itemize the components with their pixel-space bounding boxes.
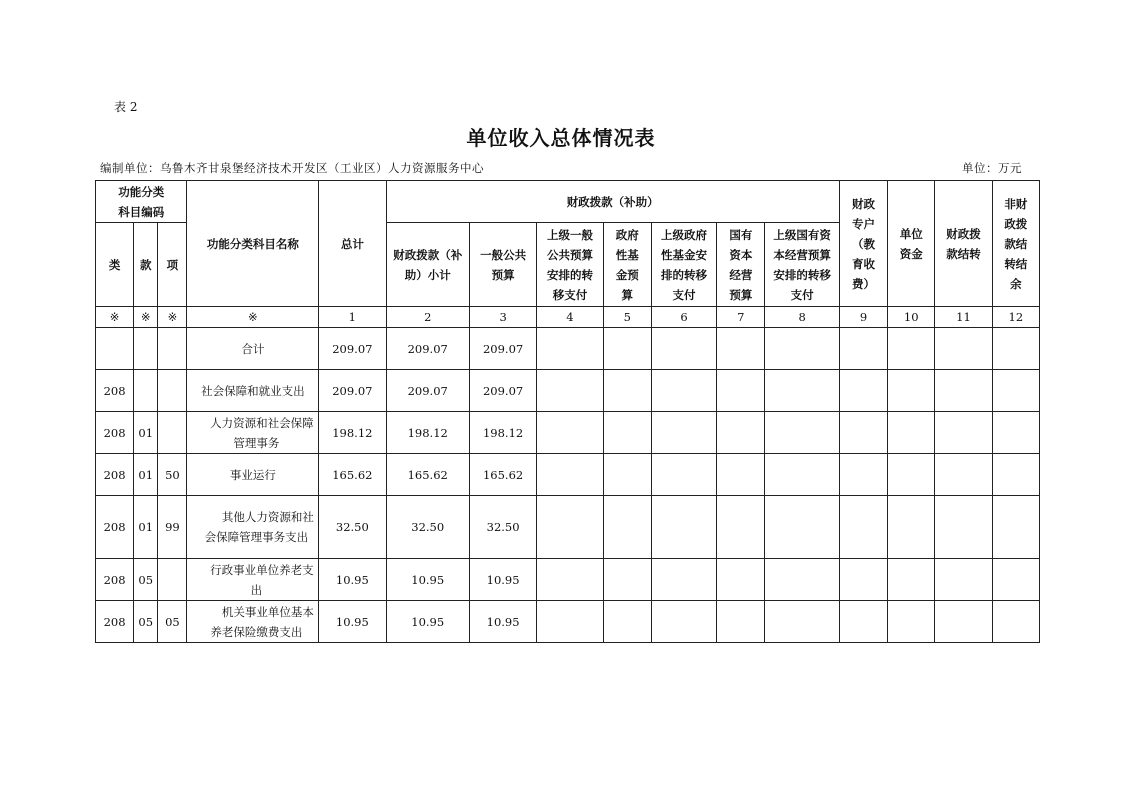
cell-fiscal-subtotal: 198.12 — [386, 412, 469, 454]
header-gov-fund: 政府性基金预算 — [603, 223, 651, 307]
cell-general-budget: 10.95 — [469, 601, 536, 643]
cell-lei: 208 — [96, 412, 134, 454]
index-cell: ※ — [187, 307, 319, 328]
cell-fiscal-subtotal: 165.62 — [386, 454, 469, 496]
cell-xiang — [158, 412, 187, 454]
table-row — [96, 559, 1040, 601]
index-cell: 11 — [935, 307, 992, 328]
cell-lei: 208 — [96, 559, 134, 601]
cell-total: 198.12 — [319, 412, 386, 454]
cell-kuan: 05 — [134, 559, 158, 601]
header-upper-gov-fund-transfer: 上级政府性基金安排的转移支付 — [651, 223, 716, 307]
index-cell: ※ — [134, 307, 158, 328]
cell-lei: 208 — [96, 454, 134, 496]
cell-subject-name: 合计 — [187, 328, 319, 370]
index-cell: 12 — [992, 307, 1039, 328]
cell-fiscal-subtotal: 209.07 — [386, 328, 469, 370]
cell-kuan: 01 — [134, 496, 158, 559]
cell-xiang: 50 — [158, 454, 187, 496]
cell-fiscal-subtotal: 209.07 — [386, 370, 469, 412]
cell-general-budget: 198.12 — [469, 412, 536, 454]
cell-subject-name: 行政事业单位养老支出 — [187, 559, 319, 601]
cell-general-budget: 165.62 — [469, 454, 536, 496]
cell-kuan — [134, 328, 158, 370]
header-general-budget: 一般公共预算 — [469, 223, 536, 307]
header-fiscal-carryover: 财政拨款结转 — [935, 181, 992, 307]
index-cell: 7 — [717, 307, 765, 328]
cell-xiang — [158, 370, 187, 412]
currency-unit: 单位：万元 — [962, 161, 1022, 175]
cell-lei: 208 — [96, 601, 134, 643]
income-summary-table — [95, 180, 1040, 643]
header-fiscal-subtotal: 财政拨款（补助）小计 — [386, 223, 469, 307]
cell-total: 10.95 — [319, 559, 386, 601]
index-cell: 2 — [386, 307, 469, 328]
cell-subject-name: 机关事业单位基本养老保险缴费支出 — [187, 601, 319, 643]
index-cell: 5 — [603, 307, 651, 328]
cell-lei: 208 — [96, 370, 134, 412]
page-title: 单位收入总体情况表 — [466, 126, 656, 150]
index-cell: 6 — [651, 307, 716, 328]
header-nonfiscal-carryover: 非财政拨款结转结余 — [992, 181, 1039, 307]
cell-subject-name: 其他人力资源和社会保障管理事务支出 — [187, 496, 319, 559]
header-unit-funds: 单位资金 — [888, 181, 935, 307]
index-cell: 9 — [839, 307, 887, 328]
cell-fiscal-subtotal: 10.95 — [386, 559, 469, 601]
cell-kuan — [134, 370, 158, 412]
table-row — [96, 454, 1040, 496]
cell-subject-name: 事业运行 — [187, 454, 319, 496]
cell-fiscal-subtotal: 10.95 — [386, 601, 469, 643]
column-index-row — [96, 307, 1040, 328]
compiling-unit: 编制单位：乌鲁木齐甘泉堡经济技术开发区（工业区）人力资源服务中心 — [100, 161, 484, 175]
cell-lei: 208 — [96, 496, 134, 559]
index-cell: ※ — [96, 307, 134, 328]
cell-general-budget: 209.07 — [469, 370, 536, 412]
index-cell: 3 — [469, 307, 536, 328]
cell-general-budget: 209.07 — [469, 328, 536, 370]
index-cell: ※ — [158, 307, 187, 328]
table-number: 表 2 — [114, 100, 138, 114]
cell-xiang: 05 — [158, 601, 187, 643]
cell-total: 10.95 — [319, 601, 386, 643]
cell-total: 165.62 — [319, 454, 386, 496]
header-upper-general-transfer: 上级一般公共预算安排的转移支付 — [537, 223, 603, 307]
table-row — [96, 328, 1040, 370]
table-row — [96, 370, 1040, 412]
header-fiscal-group: 财政拨款（补助） — [386, 181, 839, 223]
cell-xiang: 99 — [158, 496, 187, 559]
cell-general-budget: 10.95 — [469, 559, 536, 601]
header-lei: 类 — [96, 223, 134, 307]
header-xiang: 项 — [158, 223, 187, 307]
cell-subject-name: 人力资源和社会保障管理事务 — [187, 412, 319, 454]
cell-general-budget: 32.50 — [469, 496, 536, 559]
cell-lei — [96, 328, 134, 370]
cell-subject-name: 社会保障和就业支出 — [187, 370, 319, 412]
cell-kuan: 01 — [134, 454, 158, 496]
table-row — [96, 496, 1040, 559]
cell-kuan: 01 — [134, 412, 158, 454]
cell-xiang — [158, 328, 187, 370]
cell-total: 209.07 — [319, 328, 386, 370]
cell-fiscal-subtotal: 32.50 — [386, 496, 469, 559]
header-kuan: 款 — [134, 223, 158, 307]
header-upper-state-capital-transfer: 上级国有资本经营预算安排的转移支付 — [765, 223, 839, 307]
cell-total: 32.50 — [319, 496, 386, 559]
table-row — [96, 601, 1040, 643]
header-total: 总计 — [319, 181, 386, 307]
cell-total: 209.07 — [319, 370, 386, 412]
index-cell: 8 — [765, 307, 839, 328]
cell-xiang — [158, 559, 187, 601]
table-row — [96, 412, 1040, 454]
header-state-capital: 国有资本经营预算 — [717, 223, 765, 307]
header-subject-name: 功能分类科目名称 — [187, 181, 319, 307]
index-cell: 10 — [888, 307, 935, 328]
header-code-group: 功能分类 科目编码 — [96, 181, 187, 223]
header-special-account: 财政专户（教育收费） — [839, 181, 887, 307]
cell-kuan: 05 — [134, 601, 158, 643]
index-cell: 1 — [319, 307, 386, 328]
index-cell: 4 — [537, 307, 603, 328]
